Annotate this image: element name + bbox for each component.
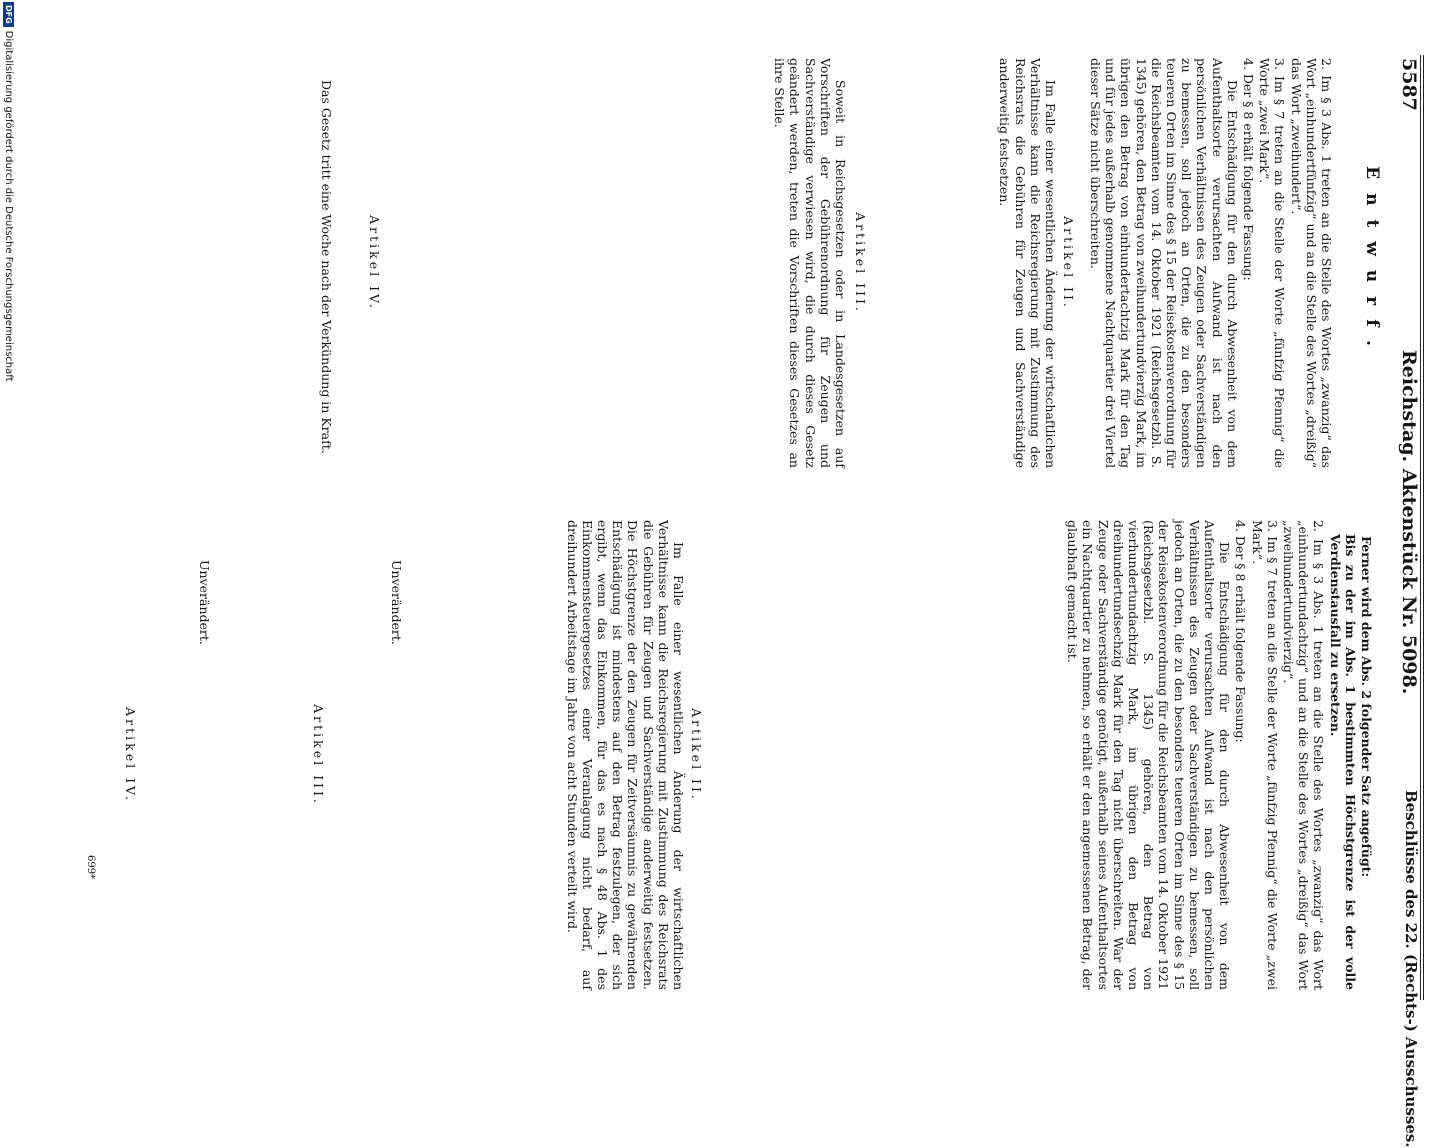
resolution-item-4: 4. Der § 8 erhält folgende Fassung:: [1233, 520, 1249, 743]
resolution-intro: Ferner wird dem Abs. 2 folgender Satz angefügt:: [1359, 536, 1374, 878]
running-title: Reichstag. Aktenstück Nr. 5098.: [1398, 350, 1420, 695]
resolution-item-2: 2. Im § 3 Abs. 1 treten an die Stelle des Wortes „zwanzig“ das Wort „einhundertundachtzig“ und an die Stelle des Wortes „dreißig“ das Wort „zweihundertundvierzig“.: [1280, 520, 1327, 990]
resolution-art4-heading: Artikel IV.: [123, 707, 138, 803]
draft-art2-heading: Artikel II.: [1061, 216, 1076, 310]
resolution-art3-text: Unverändert.: [389, 560, 404, 645]
dfg-logo: DFG: [3, 2, 14, 27]
draft-art4-heading: Artikel IV.: [367, 215, 382, 311]
resolution-para-8: Die Entschädigung für den durch Abwesenheit von dem Aufenthaltsorte verursachten Aufwand ist nach den persönlichen Verhältnissen des Zeugen oder Sachverständigen zu bemessen, soll jedoch an Orten, die zu den besonders teueren Orten im Sinne des § 15 der Reisekostenverordnung für die Reichsbeamten vom 14. Oktober 1921 (Reichsgesetzbl. S. 1345) gehören, den Betrag von vierhundertundachtzig Mark, im übrigen den Betrag von dreihundertundsechzig Mark für den Tag nicht überschreiten. War der Zeuge oder Sachverständige genötigt, außerhalb seines Aufenthaltsortes ein Nachtquartier zu nehmen, so erhält er den angemessenen Betrag, der glaubhaft gemacht ist.: [1065, 520, 1233, 990]
digitization-text: Digitalisierung gefördert durch die Deutsche Forschungsgemeinschaft: [3, 30, 14, 382]
draft-para-8: Die Entschädigung für den durch Abwesenheit von dem Aufenthaltsorte verursachten Aufwand ist nach den persönlichen Verhältnissen des Zeugen oder Sachverständigen zu bemessen, soll jedoch an Orten, die zu den besonders teueren Orten im Sinne des § 15 der Reisekostenverordnung für die Reichsbeamten vom 14. Oktober 1921 (Reichsgesetzbl. S. 1345) gehören, den Betrag von zweihundertundvierzig Mark, im übrigen den Betrag von einhundertachtzig Mark für den Tag und für jedes außerhalb genommene Nachtquartier drei Viertel dieser Sätze nicht überschreiten.: [1087, 58, 1240, 468]
resolution-intro-quote: Bis zu der im Abs. 1 bestimmten Höchstgrenze ist der volle Verdienstausfall zu ersetzen.: [1327, 534, 1358, 990]
draft-art4-text: Das Gesetz tritt eine Woche nach der Verkündung in Kraft.: [319, 80, 334, 454]
resolution-art3-heading: Artikel III.: [311, 704, 326, 806]
resolution-item-3: 3. Im § 7 treten an die Stelle der Worte „fünfzig Pfennig“ die Worte „zwei Mark“.: [1249, 520, 1280, 990]
draft-column: [1087, 58, 1334, 468]
resolution-art2-text: Im Falle einer wesentlichen Änderung der wirtschaftlichen Verhältnisse kann die Reichsregierung mit Zustimmung des Reichsrats die Gebühren für Zeugen und Sachverständige anderweitig festsetzen. Die Höchstgrenze der den Zeugen für Zeitversäumnis zu gewährenden Entschädigung ist mindestens auf den Betrag festzulegen, der sich ergibt, wenn das Einkommen, für das es nach § 48 Abs. 1 des Einkommensteuergesetzes einer Veranlagung nicht bedarf, auf dreihundert Arbeitstage im Jahre von acht Stunden verteilt wird.: [564, 520, 686, 990]
draft-item-3: 3. Im § 7 treten an die Stelle der Worte „fünfzig Pfennig“ die Worte „zwei Mark“.: [1257, 58, 1288, 468]
page-number: 5587: [1398, 58, 1420, 111]
draft-item-4: 4. Der § 8 erhält folgende Fassung:: [1240, 58, 1256, 281]
draft-item-2: 2. Im § 3 Abs. 1 treten an die Stelle des Wortes „zwanzig“ das Wort „einhundertfünfzig“ und an die Stelle des Wortes „dreißig“ das Wort „zweihundert“.: [1288, 58, 1334, 468]
page-signature: 699*: [85, 855, 96, 880]
resolution-column: [1064, 520, 1374, 990]
header-rule-top: [1423, 55, 1424, 1000]
header-rule-inner: [1420, 55, 1421, 1000]
draft-art3-heading: Artikel III.: [853, 212, 868, 314]
draft-title: Entwurf.: [1362, 166, 1382, 360]
right-column-heading: Beschlüsse des 22. (Rechts-) Ausschusses.: [1402, 790, 1420, 1148]
draft-art2-text: Im Falle einer wesentlichen Änderung der wirtschaftlichen Verhältnisse kann die Reichsregierung mit Zustimmung des Reichsrats die Gebühren für Zeugen und Sachverständige anderweitig festsetzen.: [997, 58, 1058, 468]
draft-art3-text: Soweit in Reichsgesetzen oder in Landesgesetzen auf Vorschriften der Gebührenordnung für Zeugen und Sachverständige verwiesen wird, die durch dieses Gesetz geändert werden, treten die Vorschriften dieses Gesetzes an ihre Stelle.: [772, 58, 848, 468]
digitization-note: [3, 2, 14, 992]
resolution-art2-heading: Artikel II.: [689, 708, 704, 802]
resolution-art4-text: Unverändert.: [197, 560, 212, 645]
